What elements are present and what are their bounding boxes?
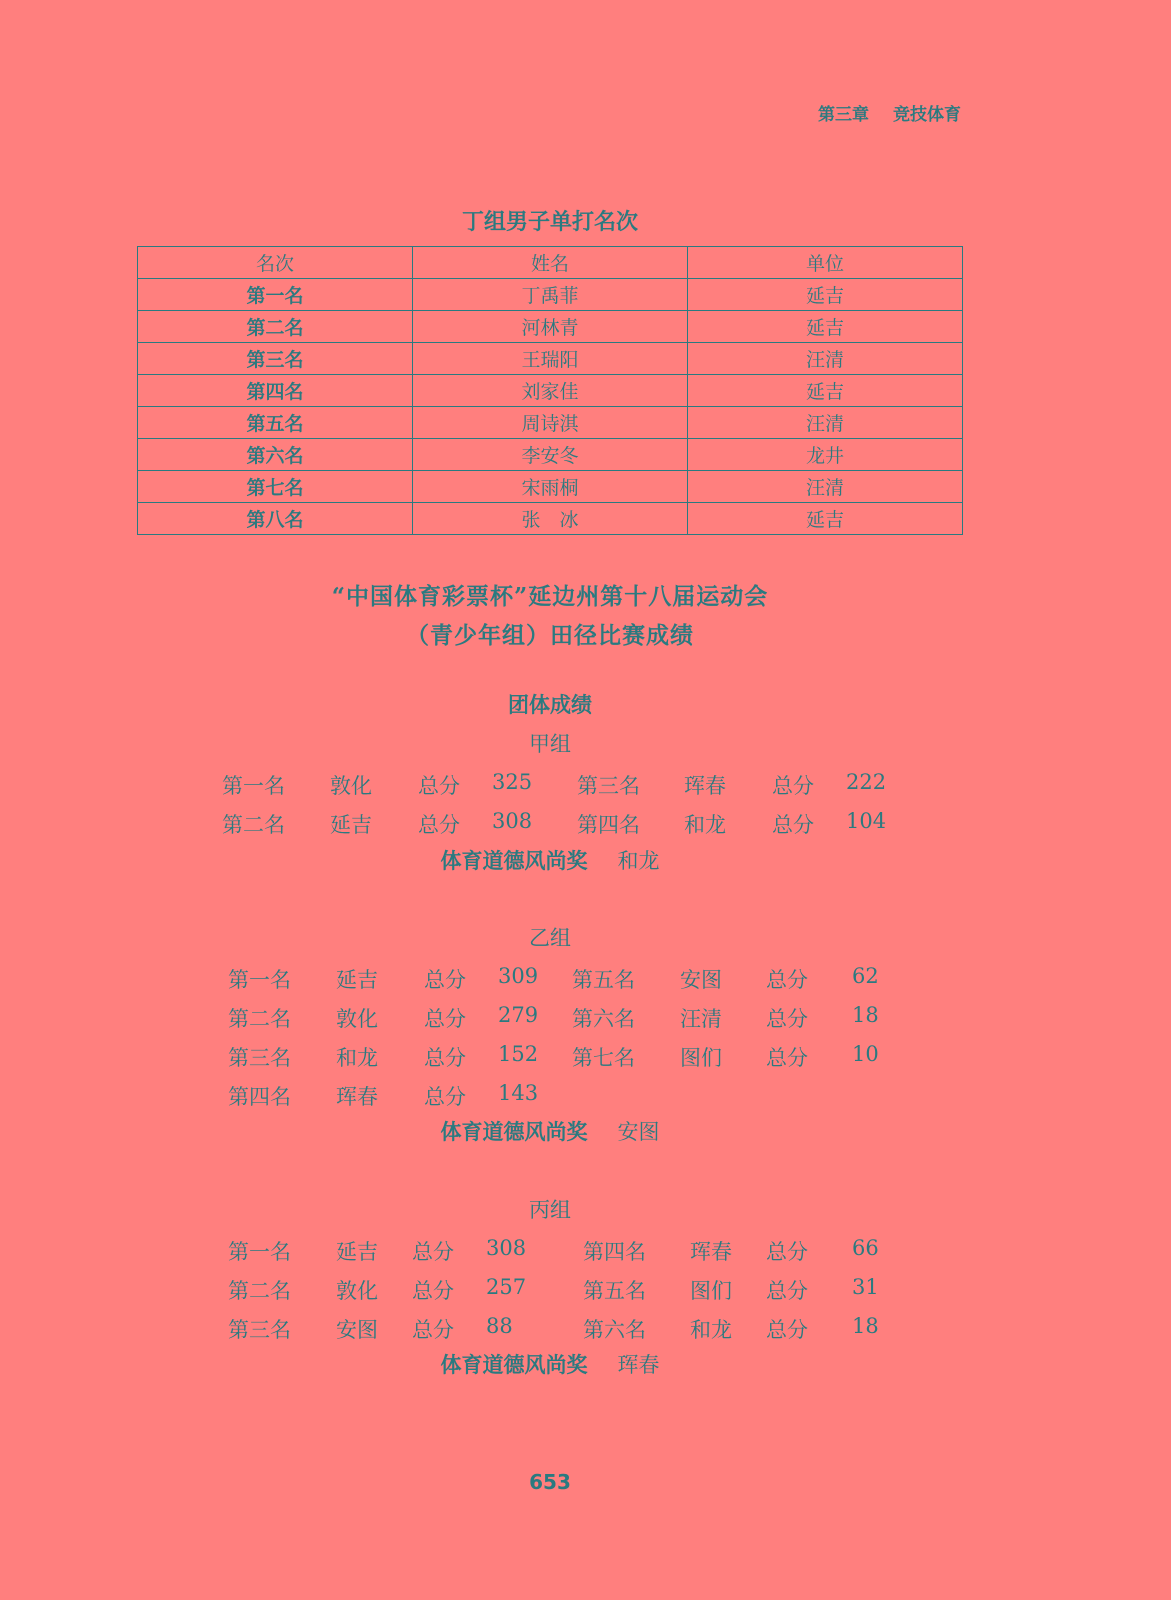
group-title-jia: 甲组 [529, 732, 571, 756]
table-cell: 丁禹菲 [413, 279, 688, 311]
sportsmanship-award-yi [0, 1116, 1100, 1146]
team-name: 图们 [680, 1046, 722, 1070]
rank-label: 第六名 [572, 1007, 635, 1031]
table-cell: 周诗淇 [413, 407, 688, 439]
rank-label: 第四名 [228, 1085, 291, 1109]
total-score: 308 [492, 808, 533, 833]
total-score: 308 [486, 1236, 527, 1260]
total-score: 143 [498, 1081, 539, 1105]
team-results-title: 团体成绩 [508, 693, 592, 717]
total-score: 222 [846, 770, 887, 794]
team-name: 敦化 [336, 1007, 378, 1031]
table-row [138, 439, 963, 471]
total-score: 31 [852, 1275, 879, 1299]
team-result-row-right [0, 1003, 1100, 1033]
table-row [138, 343, 963, 375]
team-name: 珲春 [684, 774, 726, 798]
total-score: 66 [852, 1236, 879, 1260]
total-score: 152 [498, 1042, 539, 1066]
ranking-table [137, 246, 963, 535]
table-cell: 延吉 [688, 503, 963, 535]
team-result-row-right [0, 770, 1100, 800]
rank-label: 第五名 [583, 1279, 646, 1303]
table-row [138, 311, 963, 343]
team-name: 敦化 [336, 1279, 378, 1303]
team-name: 珲春 [336, 1085, 378, 1109]
total-score: 257 [486, 1275, 527, 1299]
total-score: 10 [852, 1042, 879, 1066]
total-label: 总分 [412, 1240, 454, 1264]
team-result-row-right [0, 1275, 1100, 1305]
rank-label: 第二名 [228, 1279, 291, 1303]
table-cell: 汪清 [688, 407, 963, 439]
team-result-row-left [0, 1081, 1100, 1111]
group-title-yi: 乙组 [529, 926, 571, 950]
total-score: 62 [852, 964, 879, 988]
table-cell: 宋雨桐 [413, 471, 688, 503]
award-label: 体育道德风尚奖 [440, 849, 588, 873]
rank-label: 第四名 [577, 812, 640, 837]
column-header: 姓名 [413, 247, 688, 279]
team-result-row-right [0, 1236, 1100, 1266]
total-score: 18 [852, 1314, 879, 1338]
table-cell: 张 冰 [413, 503, 688, 535]
total-score: 325 [492, 770, 533, 794]
sportsmanship-award-bing [0, 1349, 1100, 1379]
total-label: 总分 [766, 1279, 808, 1303]
team-name: 珲春 [690, 1240, 732, 1264]
sportsmanship-award-jia [0, 845, 1100, 875]
rank-label: 第三名 [228, 1318, 291, 1342]
rank-label: 第三名 [228, 1046, 291, 1070]
total-label: 总分 [418, 774, 460, 798]
total-label: 总分 [766, 1007, 808, 1031]
total-label: 总分 [766, 968, 808, 992]
total-label: 总分 [424, 1007, 466, 1031]
team-name: 汪清 [680, 1007, 722, 1031]
team-name: 安图 [680, 968, 722, 992]
page-number: 653 [529, 1470, 571, 1494]
total-label: 总分 [772, 774, 814, 798]
team-name: 敦化 [330, 774, 372, 798]
award-winner: 安图 [617, 1120, 660, 1144]
table-cell: 第二名 [138, 311, 413, 343]
running-header [818, 100, 961, 125]
table-row [138, 471, 963, 503]
table-cell: 李安冬 [413, 439, 688, 471]
total-label: 总分 [412, 1318, 454, 1342]
total-label: 总分 [766, 1240, 808, 1264]
rank-label: 第一名 [222, 774, 285, 798]
table-cell: 王瑞阳 [413, 343, 688, 375]
table-cell: 第五名 [138, 407, 413, 439]
award-winner: 珲春 [617, 1353, 660, 1377]
table-cell: 延吉 [688, 279, 963, 311]
table-cell: 刘家佳 [413, 375, 688, 407]
total-score: 309 [498, 964, 539, 988]
table-cell: 延吉 [688, 311, 963, 343]
total-score: 88 [486, 1314, 513, 1338]
team-result-row-right [0, 1314, 1100, 1344]
rank-label: 第一名 [228, 968, 291, 992]
chapter-topic: 竞技体育 [893, 105, 961, 125]
total-label: 总分 [424, 1085, 466, 1109]
table-header-row [138, 247, 963, 279]
table-row [138, 375, 963, 407]
table-cell: 汪清 [688, 471, 963, 503]
main-title-line2: （青少年组）田径比赛成绩 [406, 622, 694, 649]
total-label: 总分 [424, 1046, 466, 1070]
rank-label: 第一名 [228, 1240, 291, 1264]
team-name: 图们 [690, 1279, 732, 1303]
column-header: 名次 [138, 247, 413, 279]
award-label: 体育道德风尚奖 [440, 1353, 588, 1377]
main-title-line1: “中国体育彩票杯”延边州第十八届运动会 [331, 583, 769, 610]
team-name: 安图 [336, 1318, 378, 1342]
team-name: 和龙 [684, 812, 726, 837]
chapter-label: 第三章 [818, 105, 869, 125]
rank-label: 第六名 [583, 1318, 646, 1342]
total-label: 总分 [766, 1318, 808, 1342]
team-name: 延吉 [330, 812, 372, 837]
table-title: 丁组男子单打名次 [461, 210, 638, 235]
group-title-bing: 丙组 [529, 1198, 571, 1222]
table-cell: 第七名 [138, 471, 413, 503]
table-cell: 延吉 [688, 375, 963, 407]
table-row [138, 503, 963, 535]
table-cell: 第八名 [138, 503, 413, 535]
table-cell: 汪清 [688, 343, 963, 375]
total-label: 总分 [772, 812, 814, 837]
table-cell: 第六名 [138, 439, 413, 471]
rank-label: 第五名 [572, 968, 635, 992]
table-cell: 龙井 [688, 439, 963, 471]
team-result-row-right [0, 1042, 1100, 1072]
column-header: 单位 [688, 247, 963, 279]
table-cell: 第一名 [138, 279, 413, 311]
team-name: 延吉 [336, 1240, 378, 1264]
rank-label: 第七名 [572, 1046, 635, 1070]
table-cell: 河林青 [413, 311, 688, 343]
total-label: 总分 [418, 812, 460, 837]
total-score: 104 [846, 808, 887, 833]
total-score: 279 [498, 1003, 539, 1027]
table-cell: 第三名 [138, 343, 413, 375]
team-name: 和龙 [336, 1046, 378, 1070]
award-winner: 和龙 [617, 849, 660, 873]
table-row [138, 407, 963, 439]
total-label: 总分 [424, 968, 466, 992]
team-result-row-right [0, 964, 1100, 994]
rank-label: 第二名 [228, 1007, 291, 1031]
rank-label: 第三名 [577, 774, 640, 798]
team-name: 和龙 [690, 1318, 732, 1342]
team-name: 延吉 [336, 968, 378, 992]
rank-label: 第二名 [222, 812, 285, 837]
total-label: 总分 [412, 1279, 454, 1303]
team-result-row-right [0, 809, 1100, 839]
rank-label: 第四名 [583, 1240, 646, 1264]
table-cell: 第四名 [138, 375, 413, 407]
award-label: 体育道德风尚奖 [440, 1120, 588, 1144]
table-row [138, 279, 963, 311]
total-label: 总分 [766, 1046, 808, 1070]
total-score: 18 [852, 1003, 879, 1027]
